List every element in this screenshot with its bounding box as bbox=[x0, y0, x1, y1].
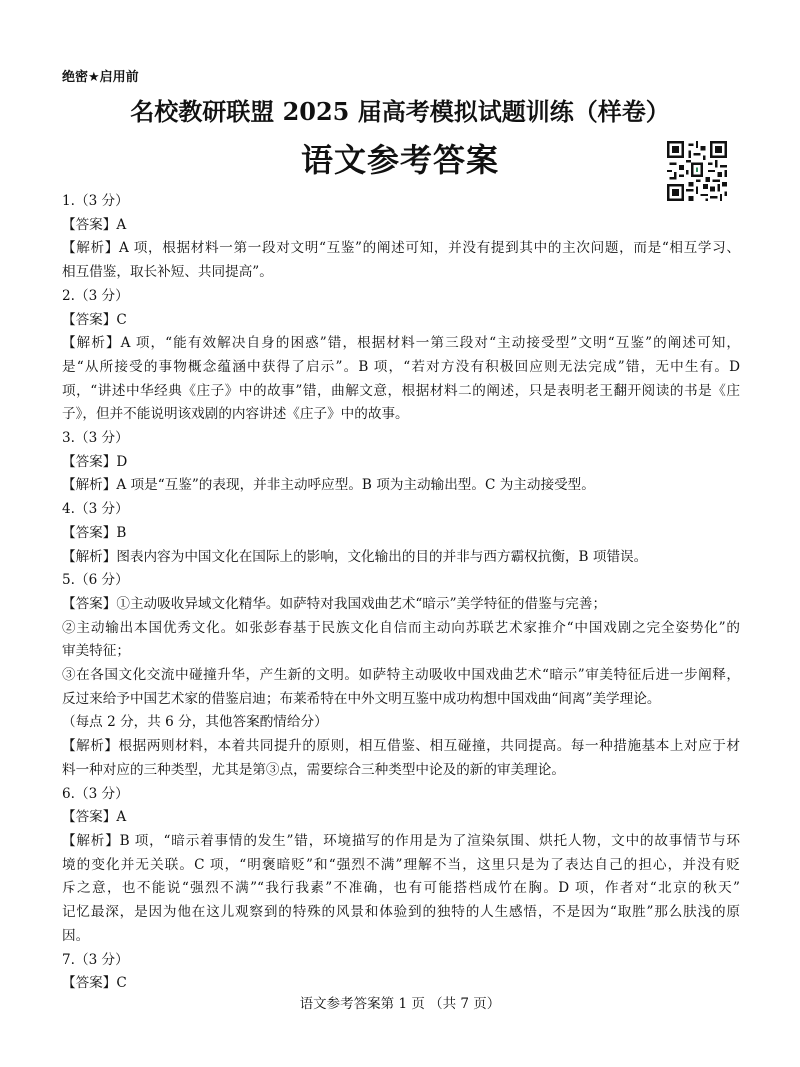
text-line: 子》，但并不能说明该戏剧的内容讲述《庄子》中的故事。 bbox=[62, 406, 409, 423]
text-line: 【答案】A bbox=[62, 809, 127, 826]
text-line: 【解析】B 项，“暗示着事情的发生”错，环境描写的作用是为了渲染氛围、烘托人物，文中的故事情节与环 bbox=[62, 832, 740, 849]
text-line: 境的变化并无关联。C 项，“明褒暗贬”和“强烈不满”理解不当，这里只是为了表达自己的担心，并没有贬 bbox=[62, 856, 740, 873]
text-line: 【答案】C bbox=[62, 311, 127, 328]
text-line: 审美特征； bbox=[62, 643, 130, 660]
confidential-label: 绝密★启用前 bbox=[62, 70, 139, 85]
text-line: ②主动输出本国优秀文化。如张彭春基于民族文化自信而主动向苏联艺术家推介“中国戏剧之完全姿势化”的 bbox=[62, 619, 740, 636]
text-line: 5.（6 分） bbox=[62, 572, 129, 589]
exam-title: 名校教研联盟 2025 届高考模拟试题训练（样卷） bbox=[130, 97, 670, 126]
text-line: 7.（3 分） bbox=[62, 951, 129, 968]
answer-body bbox=[62, 190, 740, 996]
text-line: 【解析】A 项是“互鉴”的表现，并非主动呼应型。B 项为主动输出型。C 为主动接受型。 bbox=[62, 477, 595, 494]
text-line: 6.（3 分） bbox=[62, 785, 129, 802]
text-line: （每点 2 分，共 6 分，其他答案酌情给分） bbox=[62, 714, 328, 731]
text-line: 项，“讲述中华经典《庄子》中的故事”错，曲解文意，根据材料二的阐述，只是表明老王翻开阅读的书是《庄 bbox=[62, 382, 740, 399]
text-line: 【解析】A 项，“能有效解决自身的困惑”错，根据材料一第三段对“主动接受型”文明“互鉴”的阐述可知， bbox=[62, 335, 740, 352]
text-line: 【答案】A bbox=[62, 216, 127, 233]
text-line: 反过来给予中国艺术家的借鉴启迪；布莱希特在中外文明互鉴中成功构想中国戏曲“间离”美学理论。 bbox=[62, 690, 661, 707]
text-line: 是“从所接受的事物概念蕴涵中获得了启示”。B 项，“若对方没有积极回应则无法完成”错，无中生有。D bbox=[62, 358, 740, 375]
text-line: 【解析】A 项，根据材料一第一段对文明“互鉴”的阐述可知，并没有提到其中的主次问题，而是“相互学习、 bbox=[62, 240, 740, 257]
text-line: 【解析】根据两则材料，本着共同提升的原则，相互借鉴、相互碰撞，共同提高。每一种措施基本上对应于材 bbox=[62, 738, 740, 755]
text-line: 料一种对应的三种类型，尤其是第③点，需要综合三种类型中论及的新的审美理论。 bbox=[62, 761, 565, 778]
text-line: ③在各国文化交流中碰撞升华，产生新的文明。如萨特主动吸收中国戏曲艺术“暗示”审美特征后进一步阐释， bbox=[62, 667, 740, 684]
text-line: 【答案】D bbox=[62, 453, 128, 470]
text-line: 【解析】图表内容为中国文化在国际上的影响，文化输出的目的并非与西方霸权抗衡，B 项错误。 bbox=[62, 548, 648, 565]
text-line: 斥之意，也不能说“强烈不满”“我行我素”不准确，也有可能搭档成竹在胸。D 项，作者对“北京的秋天” bbox=[62, 880, 740, 897]
text-line: 【答案】①主动吸收异域文化精华。如萨特对我国戏曲艺术“暗示”美学特征的借鉴与完善； bbox=[62, 595, 607, 612]
text-line: 【答案】C bbox=[62, 975, 127, 992]
text-line: 4.（3 分） bbox=[62, 501, 129, 518]
text-line: 【答案】B bbox=[62, 524, 127, 541]
page-footer: 语文参考答案第 1 页 （共 7 页） bbox=[299, 996, 501, 1012]
text-line: 2.（3 分） bbox=[62, 287, 129, 304]
text-line: 3.（3 分） bbox=[62, 430, 129, 447]
text-line: 1.（3 分） bbox=[62, 193, 129, 209]
answer-key-title: 语文参考答案 bbox=[300, 141, 499, 179]
text-line: 因。 bbox=[62, 927, 90, 944]
text-line: 相互借鉴，取长补短、共同提高”。 bbox=[62, 264, 273, 281]
text-line: 记忆最深，是因为他在这儿观察到的特殊的风景和体验到的独特的人生感悟，不是因为“取胜”那么肤浅的原 bbox=[62, 904, 740, 921]
